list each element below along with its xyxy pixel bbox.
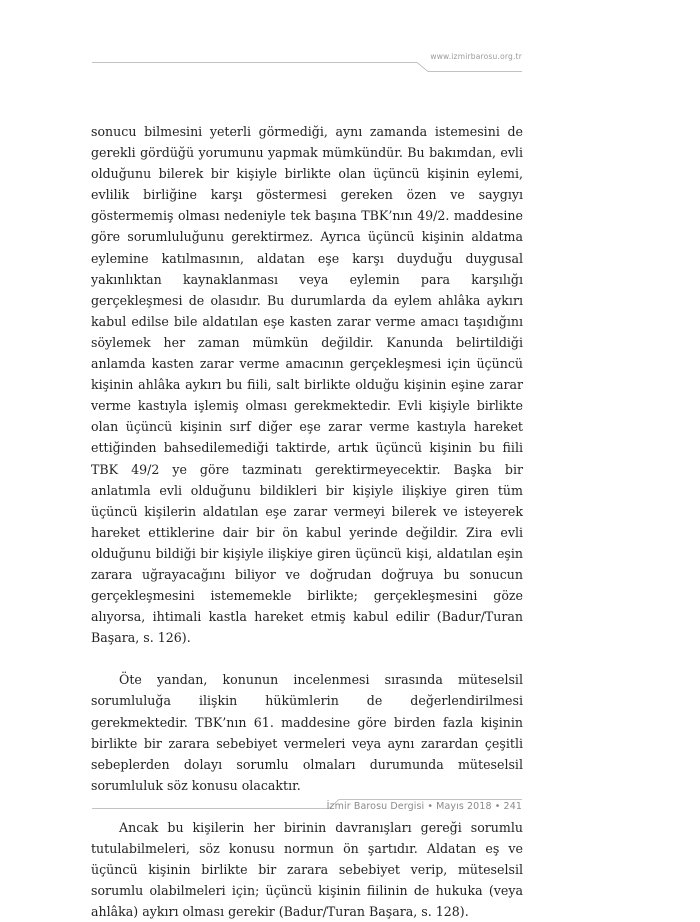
footer-text: İzmir Barosu Dergisi • Mayıs 2018 • 241	[326, 801, 522, 812]
header-rule	[92, 62, 522, 74]
paragraph: Öte yandan, konunun incelenmesi sırasında müteselsil sorumluluğa ilişkin hükümlerin de değerlendirilmesi gerekmektedir. TBK’nın 61. maddesine göre birden fazla kişinin birlikte bir zarara sebebiyet vermeleri veya aynı zarardan çeşitli sebeplerden dolayı sorumlu olmaları durumunda müteselsil sorumluluk söz konusu olacaktır.	[91, 672, 523, 793]
paragraph: sonucu bilmesini yeterli görmediği, aynı zamanda istemesini de gerekli gördüğü yorumunu yapmak mümkündür. Bu bakımdan, evli olduğunu bilerek bir kişiyle birlikte olan üçüncü kişinin eylemi, evlilik birliğine karşı göstermesi gereken özen ve saygıyı göstermemiş olması nedeniyle tek başına TBK’nın 49/2. maddesine göre sorumluluğunu gerektirmez. Ayrıca üçüncü kişinin aldatma eylemine katılmasının, aldatan eşe karşı duyduğu duygusal yakınlıktan kaynaklanması veya eylemin para karşılığı gerçekleşmesi de olasıdır. Bu durumlarda da eylem ahlâka aykırı kabul edilse bile aldatılan eşe kasten zarar verme amacı taşıdığını söylemek her zaman mümkün değildir. Kanunda belirtildiği anlamda kasten zarar verme amacının gerçekleşmesi için üçüncü kişinin ahlâka aykırı bu fiili, salt birlikte olduğu kişinin eşine zarar verme kastıyla işlemiş olması gerekmektedir. Evli kişiyle birlikte olan üçüncü kişinin sırf diğer eşe zarar verme kastıyla hareket ettiğinden bahsedilemediği taktirde, artık üçüncü kişinin bu fiili TBK 49/2 ye göre tazminatı gerektirmeyecektir. Başka bir anlatımla evli olduğunu bildikleri bir kişiyle ilişkiye giren tüm üçüncü kişilerin aldatılan eşe zarar vermeyi bilerek ve isteyerek hareket ettiklerine dair bir ön kabul yerinde değildir. Zira evli olduğunu bildiği bir kişiyle ilişkiye giren üçüncü kişi, aldatılan eşin zarara uğrayacağını biliyor ve doğrudan doğruya bu sonucun gerçekleşmesini istememekle birlikte; gerçekleşmesini göze alıyorsa, ihtimali kastla hareket etmiş kabul edilir (Badur/Turan Başara, s. 126).	[91, 124, 523, 646]
paragraph: Ancak bu kişilerin her birinin davranışları gereği sorumlu tutulabilmeleri, söz konusu normun ön şartıdır. Aldatan eş ve üçüncü kişinin birlikte bir zarara sebebiyet verip, müteselsil sorumlu olabilmeleri için; üçüncü kişinin fiilinin de hukuka (veya ahlâka) aykırı olması gerekir (Badur/Turan Başara, s. 128).	[91, 819, 523, 920]
header-url: www.izmirbarosu.org.tr	[430, 52, 522, 61]
